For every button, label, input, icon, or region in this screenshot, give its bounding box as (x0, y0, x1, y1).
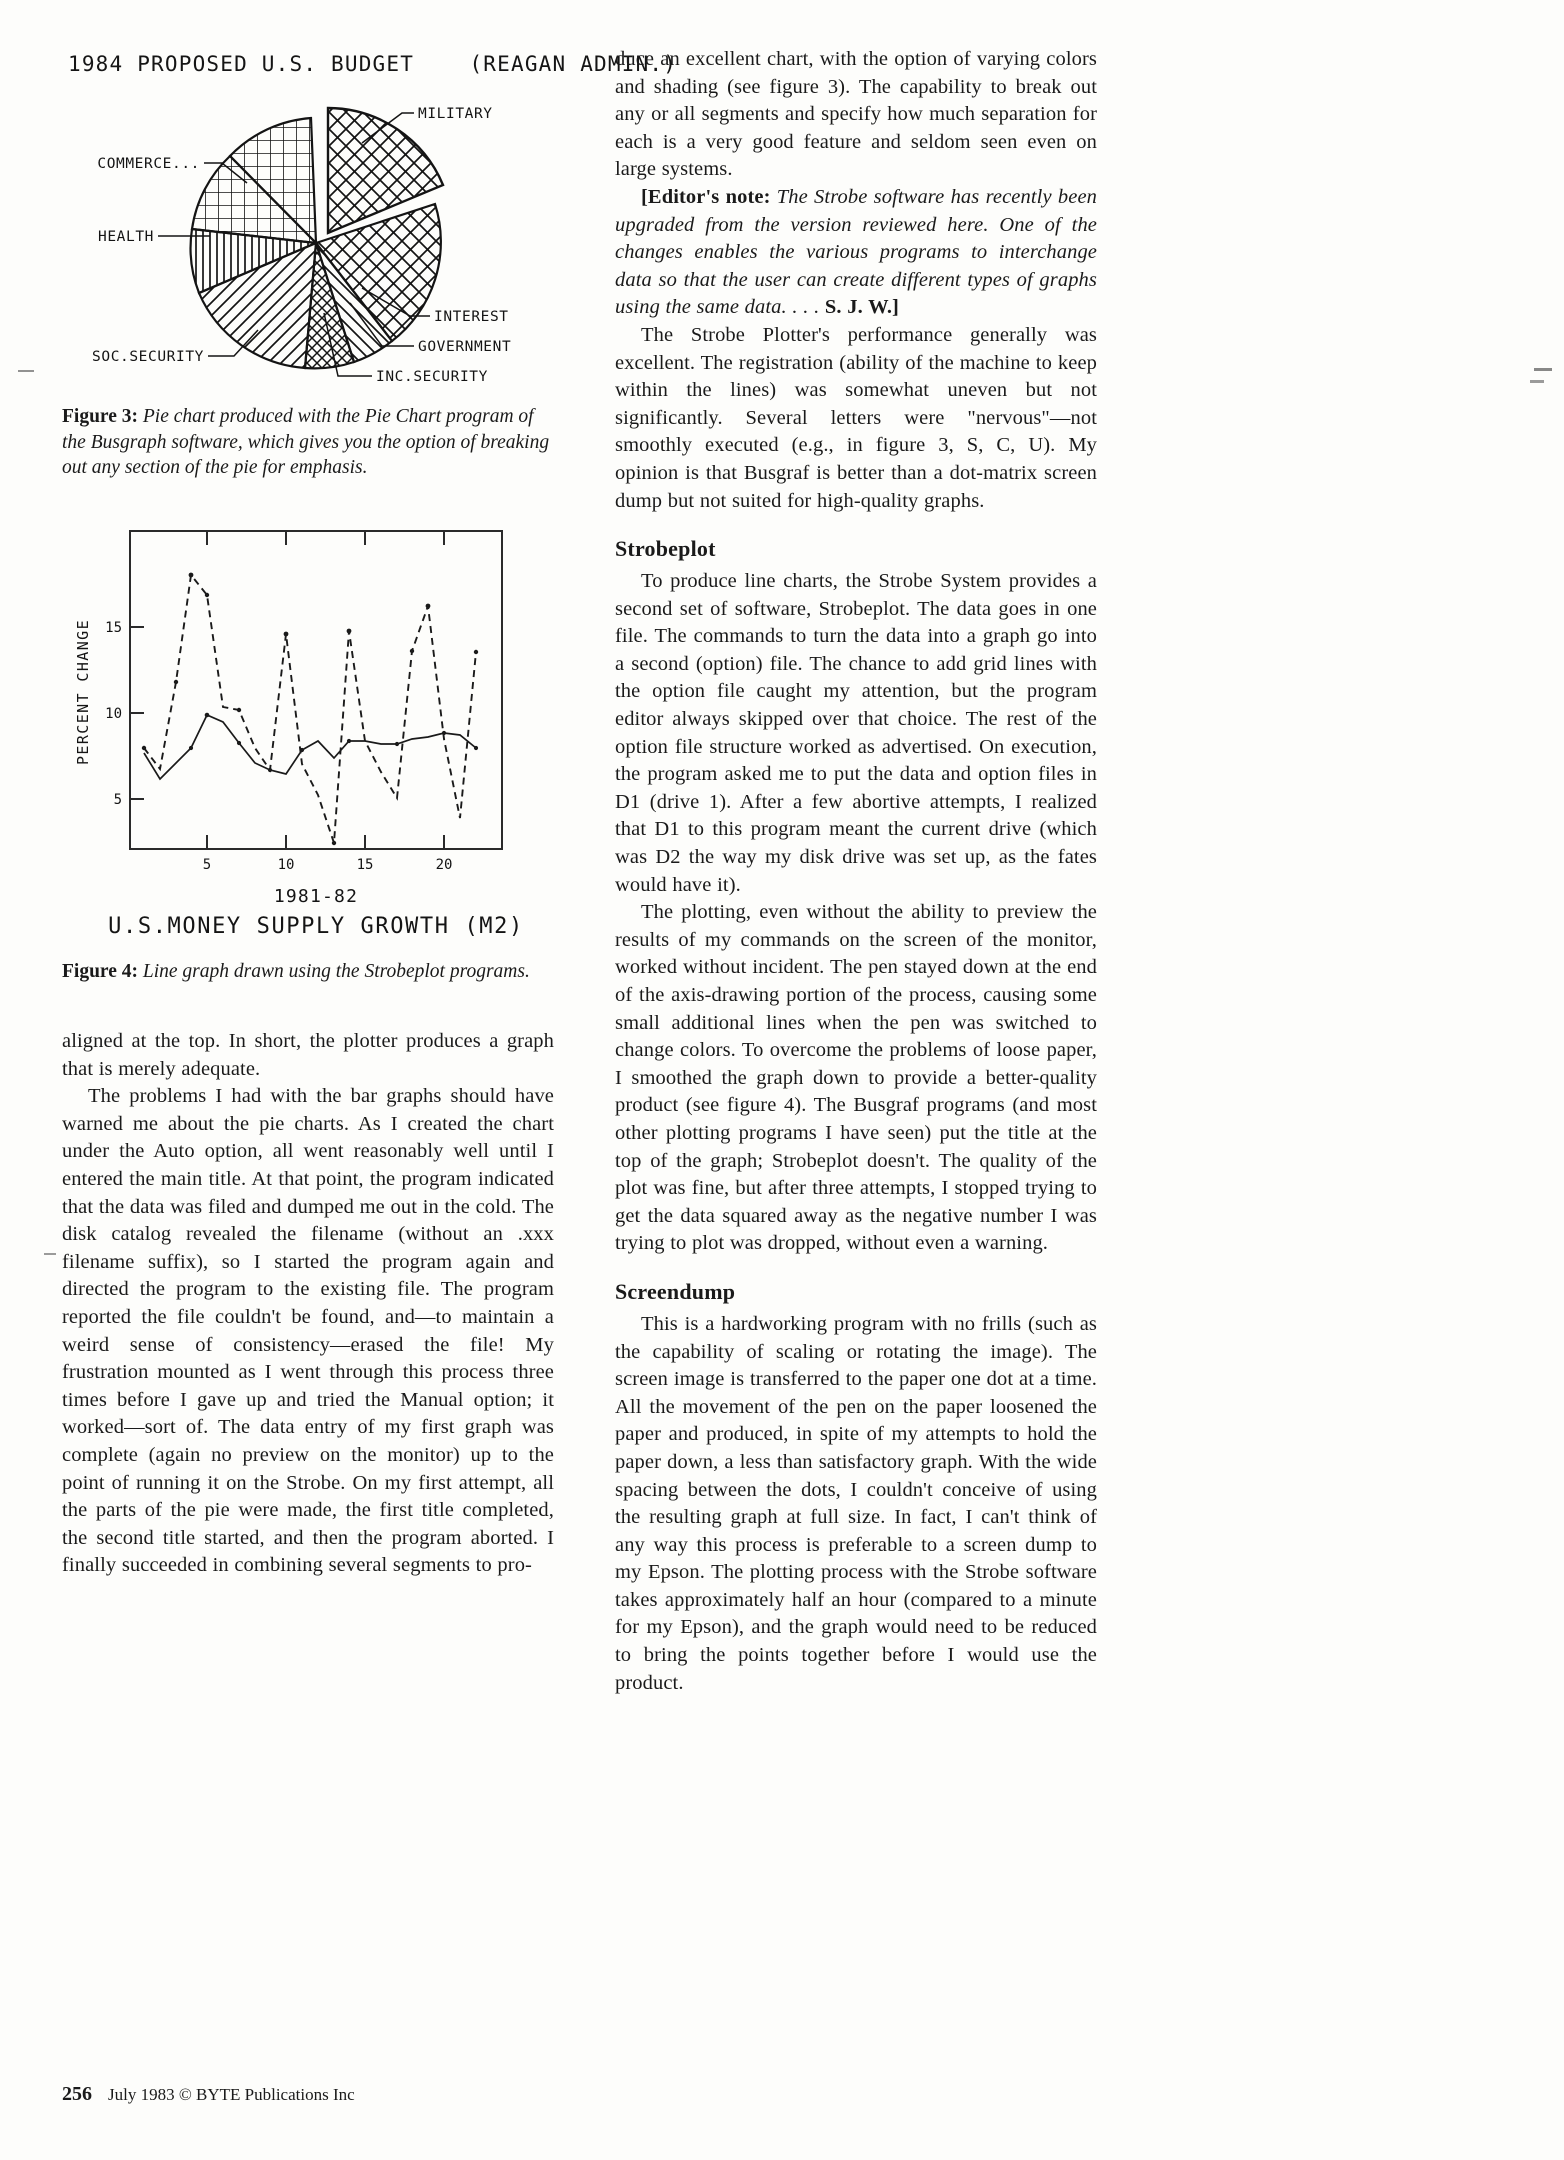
right-paragraph-5: This is a hardworking program with no frills (such as the capability of scaling or rotating the image). The screen image is transferred to the paper one dot at a time. All the movement of the pen on the paper loosened the paper and produced, in spite of my attempts to hold the paper down, a less than satisfactory graph. With the wide spacing between the dots, I couldn't conceive of using the resulting graph at full size. In fact, I can't think of any way this process is preferable to a screen dump to my Epson. The plotting process with the Strobe software takes approximately half an hour (compared to a minute for my Epson), and the graph would need to be reduced to bring the points together before I would use the product. (615, 1312, 1097, 1694)
editors-note-lead: [Editor's note: (641, 185, 771, 208)
pie-chart-graphic (62, 88, 554, 398)
figure-4-chart-title: U.S.MONEY SUPPLY GROWTH (M2) (108, 913, 524, 939)
pie-label-commerce: COMMERCE... (97, 156, 200, 172)
figure-4-caption (62, 959, 554, 985)
scan-artifact-left (18, 370, 34, 372)
right-paragraph-2: The Strobe Plotter's performance generally was excellent. The registration (ability of the machine to keep within the lines) was somewhat uneven but not significantly. Several letters were "nervous"—not smoothly executed (e.g., in figure 3, S, C, U). My opinion is that Busgraf is better than a dot-matrix screen dump but not suited for high-quality graphs. (615, 323, 1097, 512)
pie-slices (191, 108, 443, 368)
pie-label-soc-security: SOC.SECURITY (92, 349, 204, 365)
plot-frame (130, 531, 502, 849)
x-tick-15: 15 (356, 856, 374, 873)
page-footer (62, 2083, 355, 2106)
line-series-solid (144, 715, 476, 779)
editors-note-body: The Strobe software has recently been upgraded from the version reviewed here. One of the changes enables the various programs to interchange data so that the user can create different types of graphs using the same data. . . . (615, 185, 1097, 319)
figure-3 (62, 52, 678, 481)
line-series-dashed (144, 575, 476, 843)
heading-screendump: Screendump (615, 1278, 736, 1304)
figure-3-caption-text: Pie chart produced with the Pie Chart program of the Busgraph software, which gives you the option of breaking out any section of the pie for emphasis. (62, 406, 550, 478)
figure-3-caption-lead: Figure 3: (62, 406, 139, 427)
pie-label-interest: INTEREST (434, 309, 509, 325)
scan-artifact-right (1534, 368, 1552, 371)
heading-strobeplot: Strobeplot (615, 536, 716, 562)
right-paragraph-4: The plotting, even without the ability to preview the results of my commands on the screen of the monitor, worked without incident. The pen stayed down at the end of the axis-drawing portion of the process, causing some small additional lines when the pen was switched to change colors. To overcome the problems of loose paper, I smoothed the graph down to provide a better-quality product (see figure 4). The Busgraf programs (and most other plotting programs I have seen) put the title at the top of the graph; Strobeplot doesn't. The quality of the plot was fine, but after three attempts, I stopped trying to get the data squared away as the negative number I was trying to plot was dropped, without even a warning. (615, 901, 1097, 1255)
figure-4-caption-lead: Figure 4: (62, 960, 139, 982)
editors-note-signature: S. J. W.] (824, 296, 899, 319)
pie-label-government: GOVERNMENT (418, 339, 512, 355)
figure-3-caption (62, 404, 554, 481)
line-graph-graphic (62, 517, 554, 947)
right-paragraph-1: duce an excellent chart, with the option of varying colors and shading (see figure 3). The capability to break out any or all segments and specify how much separation for each is a very good feature and seldom seen even on large systems. (615, 48, 1097, 181)
x-tick-5: 5 (202, 856, 212, 873)
footer-credit: July 1983 © BYTE Publications Inc (108, 2085, 355, 2104)
left-paragraph-1: aligned at the top. In short, the plotter produces a graph that is merely adequate. (62, 1030, 554, 1080)
scan-artifact-left-2 (44, 1253, 56, 1255)
right-paragraph-3: To produce line charts, the Strobe System provides a second set of software, Strobeplot. The data goes in one file. The commands to turn the data into a graph go into a second (option) file. The chance to add grid lines with the option file caught my attention, but the program editor always skipped over that choice. The rest of the option file structure worked as advertised. On execution, the program asked me to put the data and option files in D1 (drive 1). After a few abortive attempts, I realized that D1 to this program meant the current drive (which was D2 the way my disk drive was set up, as the fates would have it). (615, 570, 1097, 896)
right-column (615, 46, 1097, 1697)
y-tick-10: 10 (105, 705, 122, 722)
x-tick-20: 20 (435, 856, 453, 873)
y-tick-5: 5 (113, 791, 122, 808)
line-series-dashed-markers (142, 572, 478, 845)
pie-label-inc-security: INC.SECURITY (376, 369, 488, 385)
left-paragraph-2: The problems I had with the bar graphs should have warned me about the pie charts. As I created the chart under the Auto option, all went reasonably well until I entered the main title. At that point, the program indicated that the data was filed and dumped me out in the cold. The disk catalog revealed the filename (without an .xxx filename suffix), so I started the program again and directed the program to the existing file. The program reported the file couldn't be found, and—to maintain a weird sense of consistency—erased the file! My frustration mounted as I went through this process three times before I gave up and tried the Manual option; it worked—sort of. The data entry of my first graph was complete (again no preview on the monitor) up to the point of running it on the Strobe. On my first attempt, all the parts of the pie were made, the first title completed, the second title started, and then the program aborted. I finally succeeded in combining several segments to pro- (62, 1085, 554, 1577)
page-number: 256 (62, 2083, 92, 2105)
line-series-solid-markers (189, 712, 478, 771)
figure-4 (62, 517, 554, 985)
scan-artifact-right-2 (1530, 380, 1544, 383)
figure-4-caption-text: Line graph drawn using the Strobeplot programs. (142, 960, 530, 982)
pie-label-health: HEALTH (98, 229, 154, 245)
y-tick-15: 15 (105, 619, 122, 636)
y-axis-title: PERCENT CHANGE (74, 618, 92, 765)
pie-label-military: MILITARY (418, 106, 493, 122)
x-axis-tick-labels (203, 857, 453, 873)
x-tick-10: 10 (277, 856, 295, 873)
y-axis-ticks (130, 627, 144, 799)
y-axis-tick-labels (105, 620, 122, 808)
editors-note (615, 184, 1097, 322)
figure-3-chart-title: 1984 PROPOSED U.S. BUDGET (REAGAN ADMIN.) (68, 52, 678, 76)
x-axis-title: 1981-82 (273, 885, 359, 907)
